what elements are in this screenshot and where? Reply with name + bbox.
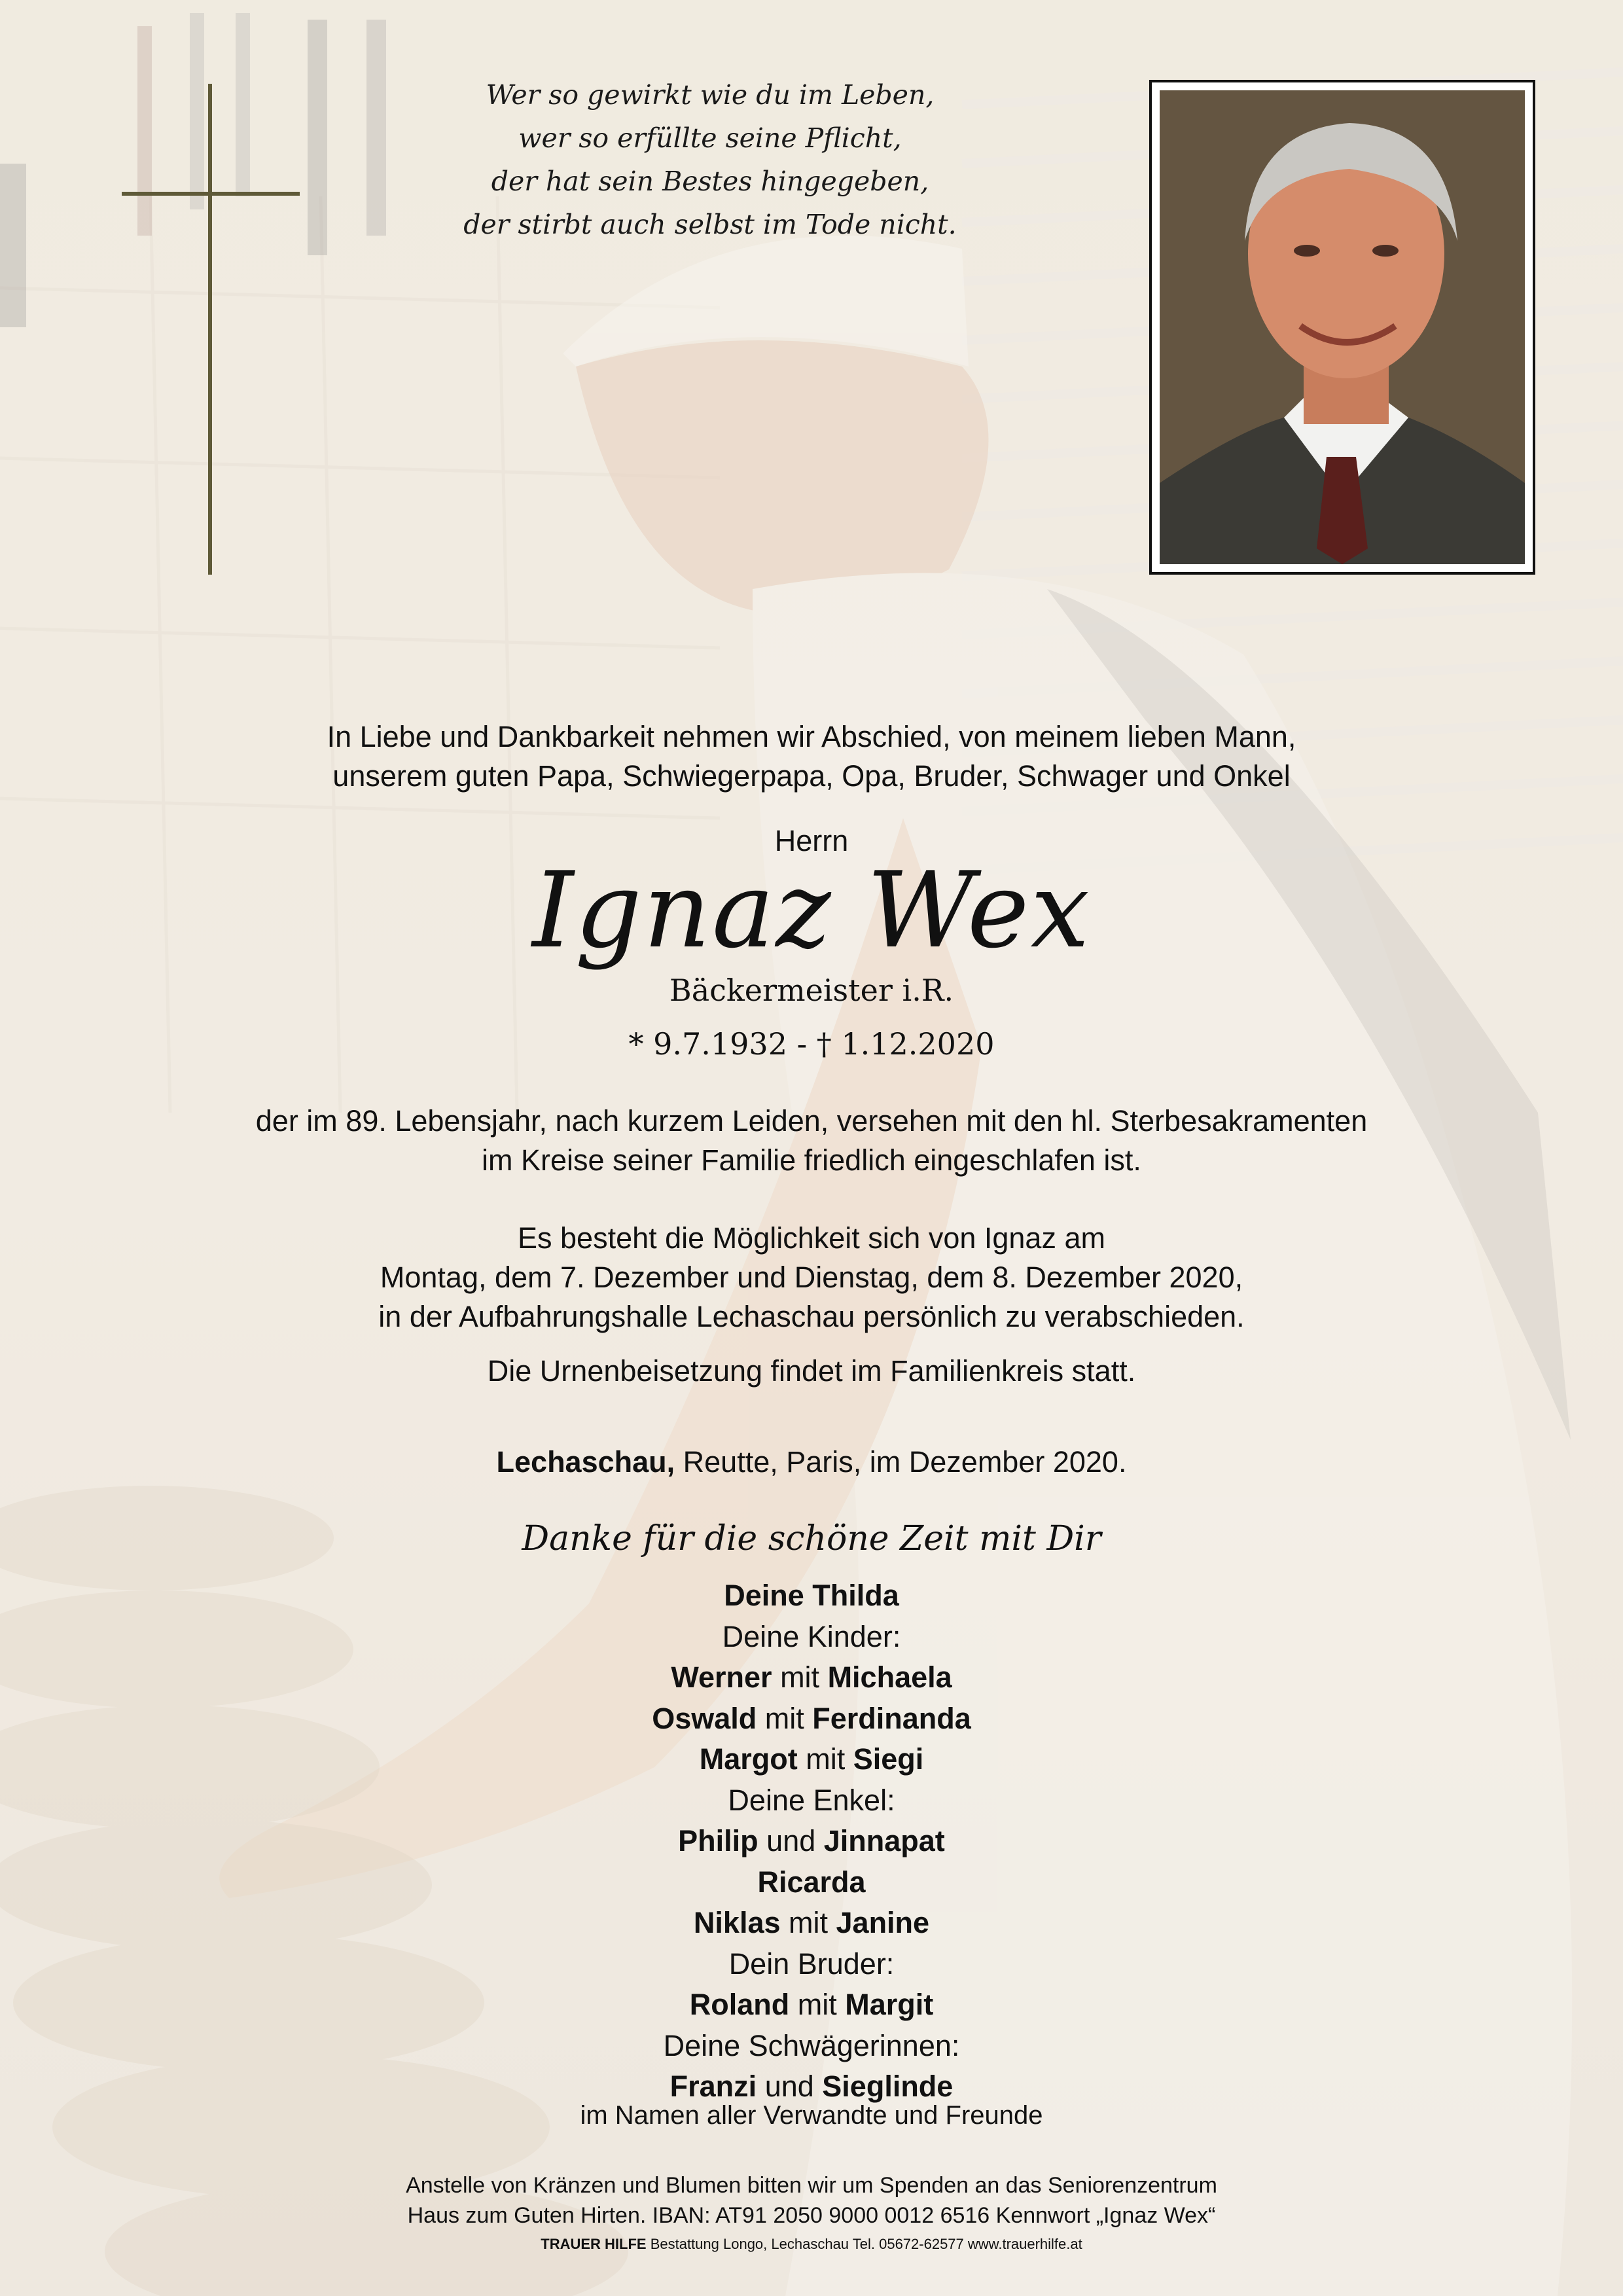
farewell-line: Es besteht die Möglichkeit sich von Ignaz am <box>518 1221 1105 1255</box>
family-line: Franzi und Sieglinde <box>669 2070 954 2103</box>
deceased-name: Ignaz Wex <box>532 849 1091 971</box>
poem-line: der hat sein Bestes hingegeben, <box>491 166 929 197</box>
donation-line: Haus zum Guten Hirten. IBAN: AT91 2050 9000 0012 6516 Kennwort „Ignaz Wex“ <box>407 2203 1216 2228</box>
memorial-poem <box>386 73 1034 246</box>
cross-icon <box>208 84 212 575</box>
family-group-label: Deine Kinder: <box>722 1619 901 1653</box>
poem-line: der stirbt auch selbst im Tode nicht. <box>463 209 957 240</box>
death-line: im Kreise seiner Familie friedlich eingeschlafen ist. <box>482 1143 1141 1177</box>
death-text <box>0 1102 1623 1180</box>
portrait-frame <box>1149 80 1535 575</box>
funeral-home-credit <box>0 2234 1623 2254</box>
funeral-home-details: Bestattung Longo, Lechaschau Tel. 05672-62577 www.trauerhilfe.at <box>646 2236 1082 2252</box>
family-line: Margot mit Siegi <box>699 1742 924 1776</box>
donation-line: Anstelle von Kränzen und Blumen bitten wir um Spenden an das Seniorenzentrum <box>406 2173 1217 2198</box>
farewell-text <box>0 1219 1623 1336</box>
family-line: Roland mit Margit <box>689 1988 934 2021</box>
family-line: Werner mit Michaela <box>671 1660 952 1694</box>
portrait-photo <box>1160 90 1525 564</box>
family-group-label: Dein Bruder: <box>728 1946 895 1981</box>
family-group-label: Deine Enkel: <box>728 1783 895 1817</box>
place-date <box>0 1443 1623 1482</box>
cross-icon-bar <box>122 192 300 196</box>
place-rest: Reutte, Paris, im Dezember 2020. <box>675 1445 1127 1479</box>
family-line: Ricarda <box>757 1865 866 1899</box>
intro-line: unserem guten Papa, Schwiegerpapa, Opa, Bruder, Schwager und Onkel <box>332 759 1291 793</box>
farewell-line: Montag, dem 7. Dezember und Dienstag, dem 8. Dezember 2020, <box>380 1261 1243 1294</box>
burial-text: Die Urnenbeisetzung findet im Familienkreis statt. <box>487 1354 1136 1388</box>
funeral-home-brand: TRAUER HILFE <box>541 2236 647 2252</box>
place-primary: Lechaschau, <box>496 1445 675 1479</box>
family-line: Philip und Jinnapat <box>678 1824 945 1857</box>
donation-note <box>0 2170 1623 2231</box>
thanks-heading: Danke für die schöne Zeit mit Dir <box>522 1519 1101 1558</box>
poem-line: Wer so gewirkt wie du im Leben, <box>486 79 935 111</box>
life-dates: * 9.7.1932 - † 1.12.2020 <box>628 1026 995 1062</box>
poem-line: wer so erfüllte seine Pflicht, <box>518 122 902 154</box>
family-group-label: Deine Schwägerinnen: <box>663 2028 960 2062</box>
relatives-note: im Namen aller Verwandte und Freunde <box>580 2101 1043 2130</box>
death-line: der im 89. Lebensjahr, nach kurzem Leiden, versehen mit den hl. Sterbesakramenten <box>255 1104 1368 1138</box>
salutation: Herrn <box>774 824 849 857</box>
family-line: Deine Thilda <box>724 1579 899 1612</box>
intro-text <box>0 717 1623 796</box>
family-line: Oswald mit Ferdinanda <box>652 1701 971 1735</box>
farewell-line: in der Aufbahrungshalle Lechaschau persönlich zu verabschieden. <box>378 1300 1245 1333</box>
family-line: Niklas mit Janine <box>693 1906 930 1939</box>
intro-line: In Liebe und Dankbarkeit nehmen wir Abschied, von meinem lieben Mann, <box>327 720 1296 753</box>
deceased-profession: Bäckermeister i.R. <box>669 973 954 1008</box>
family-list <box>0 1575 1623 2108</box>
